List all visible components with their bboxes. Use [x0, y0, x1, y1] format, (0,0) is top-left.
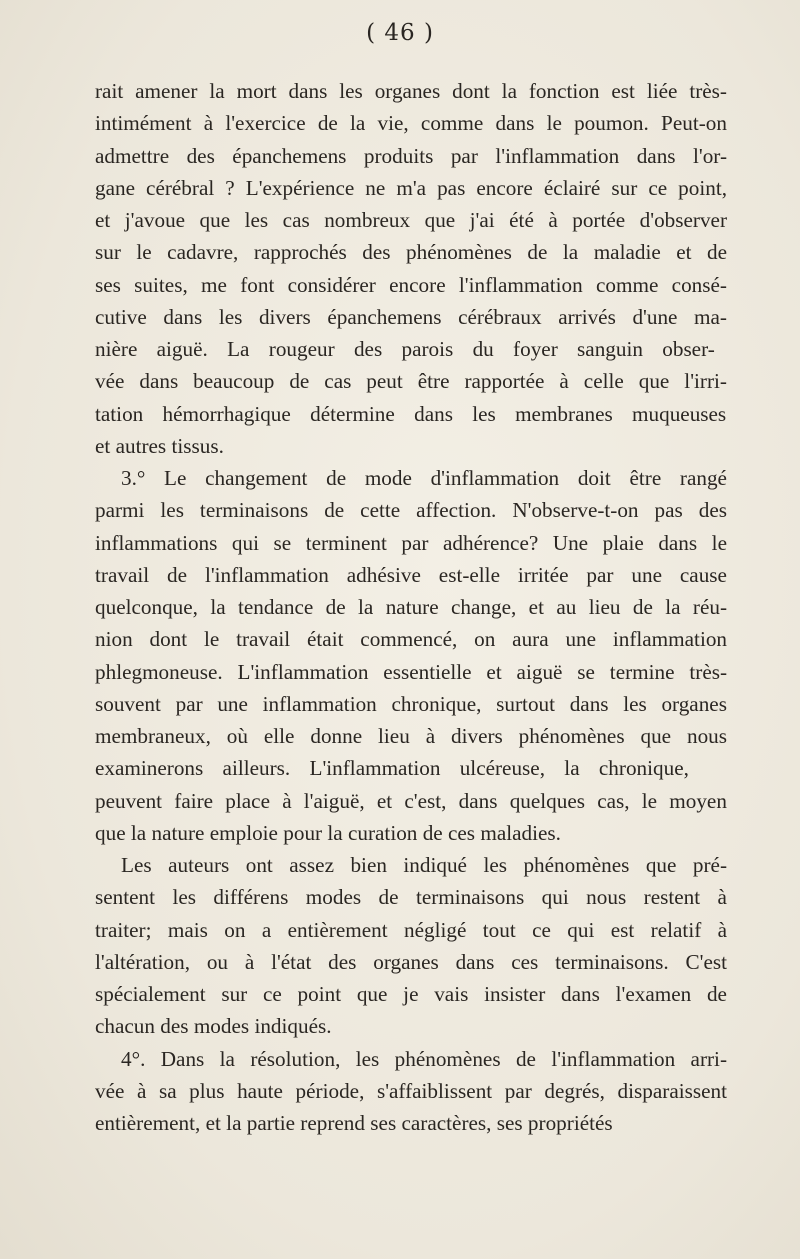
- text-line: ses suites, me font considérer encore l'inflammation comme consé-: [95, 272, 727, 297]
- paragraph-4: [95, 1043, 727, 1140]
- text-line: admettre des épanchemens produits par l'inflammation dans l'or-: [95, 143, 727, 168]
- page-number: ( 46 ): [366, 20, 434, 46]
- text-line: nion dont le travail était commencé, on aura une inflammation: [95, 627, 728, 652]
- text-line: examinerons ailleurs. L'inflammation ulcéreuse, la chronique,: [95, 756, 689, 781]
- text-line: peuvent faire place à l'aiguë, et c'est, dans quelques cas, le moyen: [95, 788, 727, 813]
- text-line: intimément à l'exercice de la vie, comme dans le poumon. Peut-on: [95, 111, 727, 136]
- text-line: et j'avoue que les cas nombreux que j'ai été à portée d'observer: [95, 208, 728, 232]
- text-line: spécialement sur ce point que je vais insister dans l'examen de: [95, 982, 727, 1006]
- text-line: membraneux, où elle donne lieu à divers phénomènes que nous: [95, 724, 727, 748]
- text-line: rait amener la mort dans les organes dont la fonction est liée très-: [95, 79, 727, 103]
- text-line: phlegmoneuse. L'inflammation essentielle et aiguë se termine très-: [95, 659, 728, 684]
- text-line: nière aiguë. La rougeur des parois du foyer sanguin obser-: [95, 337, 715, 361]
- text-line: sentent les différens modes de terminaisons qui nous restent à: [95, 885, 727, 910]
- text-line: traiter; mais on a entièrement négligé tout ce qui est relatif à: [95, 917, 728, 942]
- text-line: 3.° Le changement de mode d'inflammation doit être rangé: [121, 466, 727, 490]
- text-body: [95, 75, 727, 1139]
- text-line: souvent par une inflammation chronique, surtout dans les organes: [95, 691, 727, 716]
- text-line: que la nature emploie pour la curation de ces maladies.: [95, 820, 561, 845]
- text-line: et autres tissus.: [95, 433, 224, 458]
- paragraph-2: [95, 462, 727, 849]
- text-line: inflammations qui se terminent par adhérence? Une plaie dans le: [95, 530, 727, 555]
- text-line: travail de l'inflammation adhésive est-elle irritée par une cause: [95, 562, 727, 587]
- text-line: vée à sa plus haute période, s'affaiblissent par degrés, disparaissent: [95, 1078, 727, 1103]
- text-line: l'altération, ou à l'état des organes dans ces terminaisons. C'est: [95, 949, 728, 974]
- text-line: cutive dans les divers épanchemens cérébraux arrivés d'une ma-: [95, 304, 727, 329]
- text-line: 4°. Dans la résolution, les phénomènes de l'inflammation arri-: [121, 1046, 728, 1071]
- paragraph-3: [95, 849, 727, 1043]
- text-line: gane cérébral ? L'expérience ne m'a pas encore éclairé sur ce point,: [95, 175, 728, 200]
- text-line: Les auteurs ont assez bien indiqué les phénomènes que pré-: [121, 853, 728, 877]
- text-line: chacun des modes indiqués.: [95, 1014, 332, 1039]
- text-line: quelconque, la tendance de la nature change, et au lieu de la réu-: [95, 595, 728, 619]
- text-line: entièrement, et la partie reprend ses caractères, ses propriétés: [95, 1111, 613, 1135]
- text-line: vée dans beaucoup de cas peut être rapportée à celle que l'irri-: [95, 369, 727, 394]
- text-line: parmi les terminaisons de cette affection. N'observe-t-on pas des: [95, 498, 727, 523]
- text-line: sur le cadavre, rapprochés des phénomènes de la maladie et de: [95, 240, 728, 265]
- paragraph-1: [95, 75, 727, 462]
- text-line: tation hémorrhagique détermine dans les membranes muqueuses: [95, 401, 727, 426]
